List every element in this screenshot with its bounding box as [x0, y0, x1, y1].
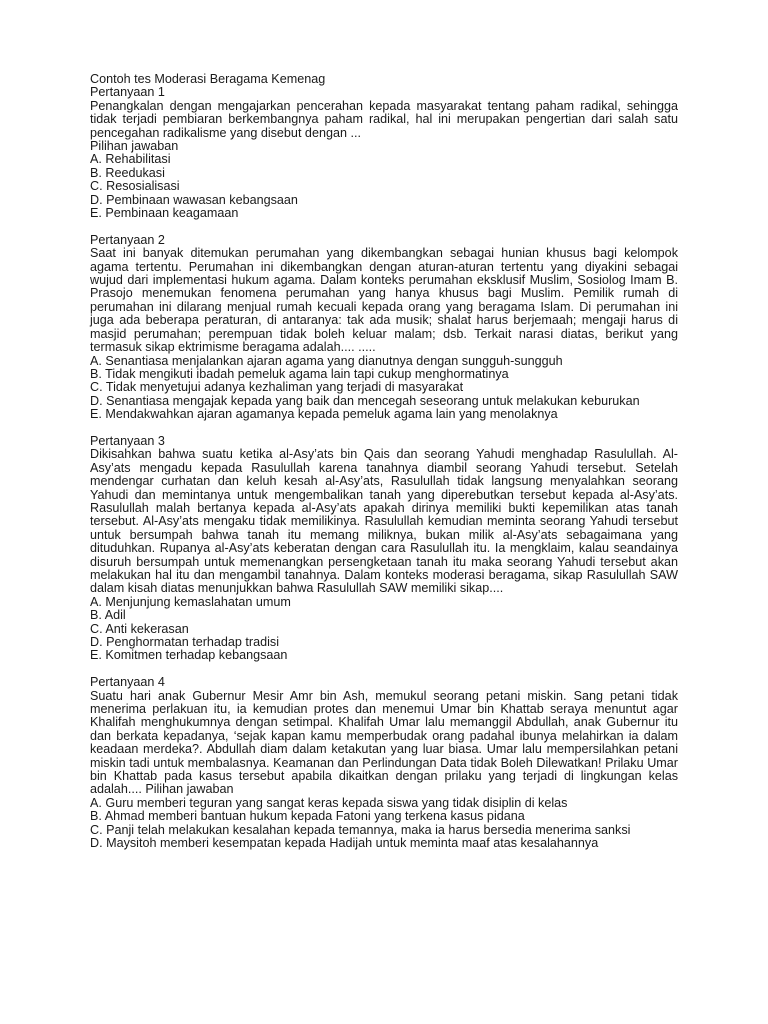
question-4-option-b: B. Ahmad memberi bantuan hukum kepada Fatoni yang terkena kasus pidana — [90, 809, 525, 824]
question-4-text: Suatu hari anak Gubernur Mesir Amr bin Ash, memukul seorang petani miskin. Sang petani tidak menerima perlakuan itu, ia kemudian protes dan menemui Umar bin Khattab seraya menuntut agar Khalifah menghukumnya dengan setimpal. Khalifah Umar lalu memanggil Abdullah, anak Gubernur itu dan berkata kepadanya, ‘sejak kapan kamu memperbudak orang padahal ibunya melahirkan ia dalam keadaan merdeka?. Abdullah diam dalam ketakutan yang luar biasa. Umar lalu mempersilahkan petani miskin tadi untuk membalasnya. Keamanan dan Perlindungan Data tidak Boleh Dilewatkan! Prilaku Umar bin Khattab pada kasus tersebut apabila dikaitkan dengan prilaku yang terjadi di lingkungan kelas adalah.... Pilihan jawaban — [90, 688, 678, 797]
spacer — [90, 663, 678, 676]
question-3-option-e: E. Komitmen terhadap kebangsaan — [90, 648, 288, 663]
question-4-label: Pertanyaan 4 — [90, 675, 165, 690]
question-2-option-b: B. Tidak mengikuti ibadah pemeluk agama lain tapi cukup menghormatinya — [90, 366, 509, 381]
question-1-label: Pertanyaan 1 — [90, 85, 165, 100]
question-2-text: Saat ini banyak ditemukan perumahan yang dikembangkan sebagai hunian khusus bagi kelompok agama tertentu. Perumahan ini dikembangkan dengan aturan-aturan tertentu yang diyakini sebagai wujud dari implementasi hukum agama. Dalam konteks perumahan eksklusif Muslim, Sosiolog Imam B. Prasojo menemukan fenomena perumahan yang hanya khusus bagi Muslim. Pemilik rumah di perumahan ini dilarang menjual rumah kecuali kepada orang yang beragama Islam. Di perumahan ini juga ada beberapa peraturan, di antaranya: tak ada musik; shalat harus berjemaah; mengaji harus di masjid perumahan; perempuan tidak boleh keluar malam; dsb. Terkait narasi diatas, berikut yang termasuk sikap ektrimisme beragama adalah.... ..... — [90, 246, 678, 355]
question-3-option-b: B. Adil — [90, 608, 126, 623]
question-4-option-c: C. Panji telah melakukan kesalahan kepada temannya, maka ia harus bersedia menerima sanksi — [90, 822, 631, 837]
spacer — [90, 422, 678, 435]
question-4-option-a: A. Guru memberi teguran yang sangat keras kepada siswa yang tidak disiplin di kelas — [90, 795, 568, 810]
question-2-option-d: D. Senantiasa mengajak kepada yang baik dan mencegah seseorang untuk melakukan keburukan — [90, 393, 640, 408]
spacer — [90, 220, 678, 233]
question-2-option-c: C. Tidak menyetujui adanya kezhaliman yang terjadi di masyarakat — [90, 380, 464, 395]
question-1-option-d: D. Pembinaan wawasan kebangsaan — [90, 192, 298, 207]
document-title: Contoh tes Moderasi Beragama Kemenag — [90, 72, 326, 86]
question-1-option-c: C. Resosialisasi — [90, 179, 180, 194]
question-2-option-a: A. Senantiasa menjalankan ajaran agama yang dianutnya dengan sungguh-sungguh — [90, 353, 563, 368]
question-3-option-a: A. Menjunjung kemaslahatan umum — [90, 594, 291, 609]
question-1-text: Penangkalan dengan mengajarkan pencerahan kepada masyarakat tentang paham radikal, sehingga tidak terjadi pembiaran berkembangnya paham radikal, hal ini merupakan pengertian dari salah satu pencegahan radikalisme yang disebut dengan ... — [90, 98, 678, 140]
question-4-option-d: D. Maysitoh memberi kesempatan kepada Hadijah untuk meminta maaf atas kesalahannya — [90, 836, 599, 851]
question-1-choices-label: Pilihan jawaban — [90, 139, 179, 154]
question-3-option-d: D. Penghormatan terhadap tradisi — [90, 635, 280, 650]
question-3-option-c: C. Anti kekerasan — [90, 621, 189, 636]
question-1-option-e: E. Pembinaan keagamaan — [90, 206, 239, 221]
question-3-label: Pertanyaan 3 — [90, 433, 165, 448]
question-3-text: Dikisahkan bahwa suatu ketika al-Asy’ats bin Qais dan seorang Yahudi menghadap Rasulullah. Al-Asy’ats mengadu kepada Rasulullah karena tanahnya diambil seorang Yahudi tersebut. Setelah mendengar curhatan dan keluh kesah al-Asy’ats, Rasulullah tidak langsung menyalahkan seorang Yahudi dan memintanya untuk mengembalikan tanah yang diperebutkan tersebut kepada al-Asy’ats. Rasulullah malah bertanya kepada al-Asy’ats apakah dirinya memiliki bukti kepemilikan atas tanah tersebut. Al-Asy’ats mengaku tidak memilikinya. Rasulullah kemudian meminta seorang Yahudi tersebut untuk bersumpah bahwa tanah itu memang miliknya, bukan milik al-Asy’ats sebagaimana yang dituduhkan. Rupanya al-Asy’ats keberatan dengan cara Rasulullah itu. Ia mengklaim, kalau seandainya disuruh bersumpah untuk memenangkan persengketaan tanah itu maka seorang Yahudi tersebut akan melakukan hal itu dan mengambil tanahnya. Dalam konteks moderasi beragama, sikap Rasulullah SAW dalam kisah diatas menunjukkan bahwa Rasulullah SAW memiliki sikap.... — [90, 447, 678, 596]
question-1-option-a: A. Rehabilitasi — [90, 152, 171, 167]
question-1-option-b: B. Reedukasi — [90, 165, 165, 180]
document-page — [90, 73, 678, 851]
question-2-option-e: E. Mendakwahkan ajaran agamanya kepada pemeluk agama lain yang menolaknya — [90, 407, 558, 422]
question-2-label: Pertanyaan 2 — [90, 232, 165, 247]
